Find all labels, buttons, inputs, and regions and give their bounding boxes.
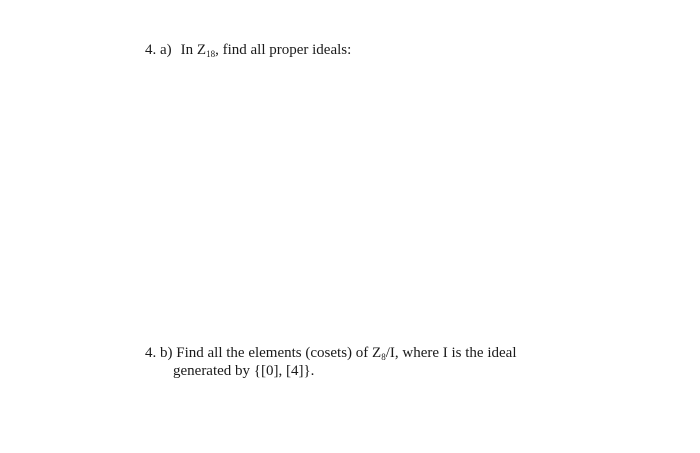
question-4b bbox=[145, 344, 516, 380]
question-4a-text-end: , find all proper ideals: bbox=[215, 42, 352, 58]
question-4b-line-2: generated by {[0], [4]}. bbox=[173, 363, 315, 379]
question-4b-text-end: /I, where I is the ideal bbox=[385, 345, 517, 361]
question-4b-label: 4. b) bbox=[145, 345, 173, 361]
question-4a-label: 4. a) bbox=[145, 42, 172, 58]
question-4b-subscript: 8 bbox=[381, 352, 386, 362]
question-4b-text-start: Find all the elements (cosets) of Z bbox=[176, 345, 382, 361]
question-4a bbox=[145, 41, 351, 59]
question-4a-subscript: 18 bbox=[206, 49, 216, 59]
question-4a-text-start: In Z bbox=[180, 42, 207, 58]
question-4b-line-1 bbox=[145, 344, 516, 362]
